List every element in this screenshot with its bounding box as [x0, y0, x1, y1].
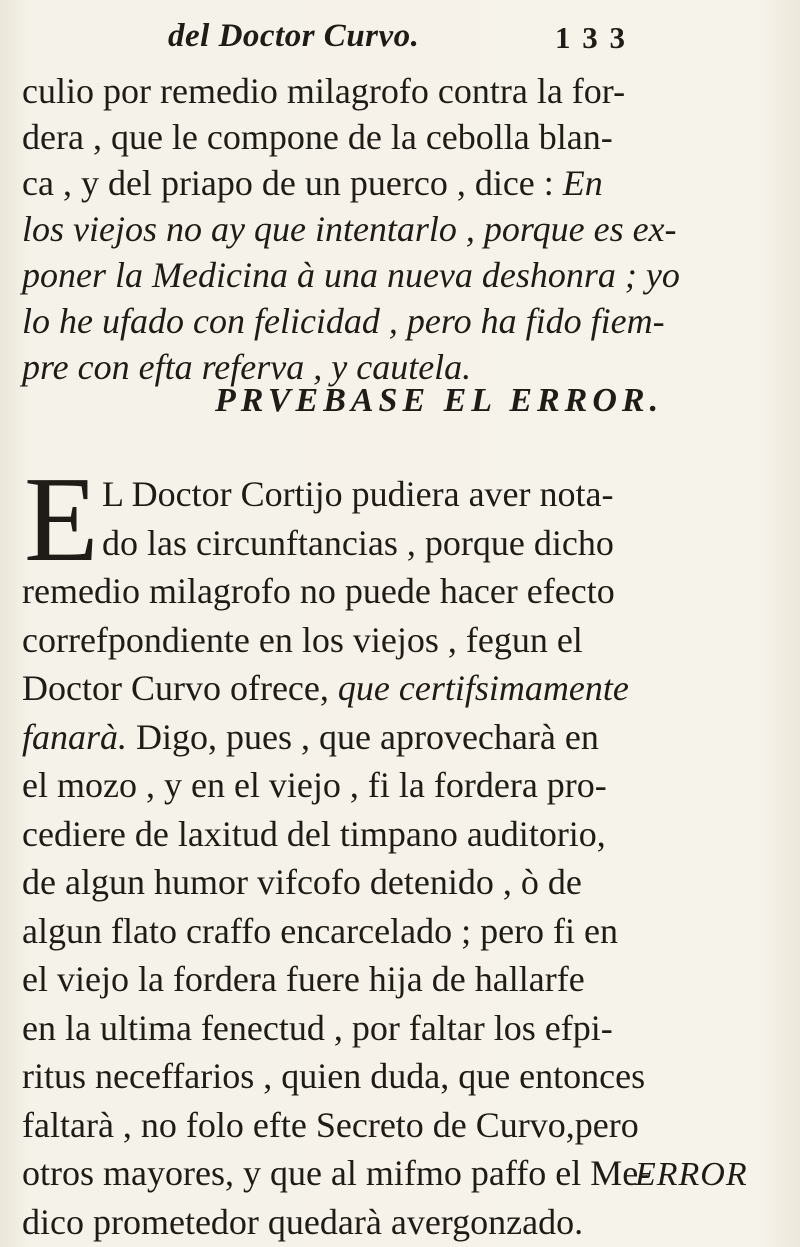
paragraph-2 [22, 452, 792, 1246]
text-line: los viejos no ay que intentarlo , porque es ex- [22, 209, 677, 249]
running-head: del Doctor Curvo. [168, 18, 420, 54]
text-line: de algun humor vifcofo detenido , ò de [22, 862, 582, 902]
italic-word: En [562, 163, 603, 203]
text-line: correfpondiente en los viejos , fegun el [22, 619, 583, 660]
text-line: el viejo la fordera fuere hija de hallarfe [22, 959, 585, 999]
section-heading: PRVEBASE EL ERROR. [215, 382, 664, 419]
text-line-part: ca , y del priapo de un puerco , dice : [22, 163, 563, 203]
text-line [22, 160, 792, 206]
italic-quote: que certifsimamente [337, 668, 629, 708]
text-line-part: Doctor Curvo ofrece, [22, 668, 338, 708]
page-number: 1 3 3 [555, 20, 627, 55]
text-line: pre con efta referva , y cautela. [22, 347, 472, 387]
drop-cap: E [24, 452, 99, 587]
text-line [22, 664, 792, 713]
text-line: lo he ufado con felicidad , pero ha fido fiem- [22, 301, 665, 341]
text-line: algun flato craffo encarcelado ; pero fi en [22, 910, 619, 951]
paragraph-1 [22, 68, 792, 390]
text-line: do las circunftancias , porque dicho [102, 522, 614, 563]
text-line: dico prometedor quedarà avergonzado. [22, 1201, 584, 1242]
text-line: otros mayores, y que al mifmo paffo el Me- [22, 1153, 651, 1193]
catchword: ERROR [635, 1156, 748, 1193]
text-line: cediere de laxitud del timpano auditorio, [22, 813, 606, 854]
italic-quote: fanarà. [22, 716, 128, 757]
page-header [0, 8, 800, 64]
text-line-part: Digo, pues , que aprovecharà en [127, 716, 599, 757]
text-line [22, 713, 792, 762]
text-line: poner la Medicina à una nueva deshonra ; yo [22, 255, 680, 295]
text-line: ritus neceffarios , quien duda, que entonces [22, 1056, 646, 1096]
text-line: L Doctor Cortijo pudiera aver nota- [102, 474, 614, 514]
text-line: dera , que le compone de la cebolla blan- [22, 117, 613, 157]
text-line: el mozo , y en el viejo , fi la fordera pro- [22, 765, 607, 805]
text-line: culio por remedio milagrofo contra la for- [22, 71, 626, 111]
text-line: faltarà , no folo efte Secreto de Curvo,pero [22, 1104, 639, 1145]
text-line: remedio milagrofo no puede hacer efecto [22, 571, 615, 611]
text-line: en la ultima fenectud , por faltar los efpi- [22, 1007, 613, 1048]
